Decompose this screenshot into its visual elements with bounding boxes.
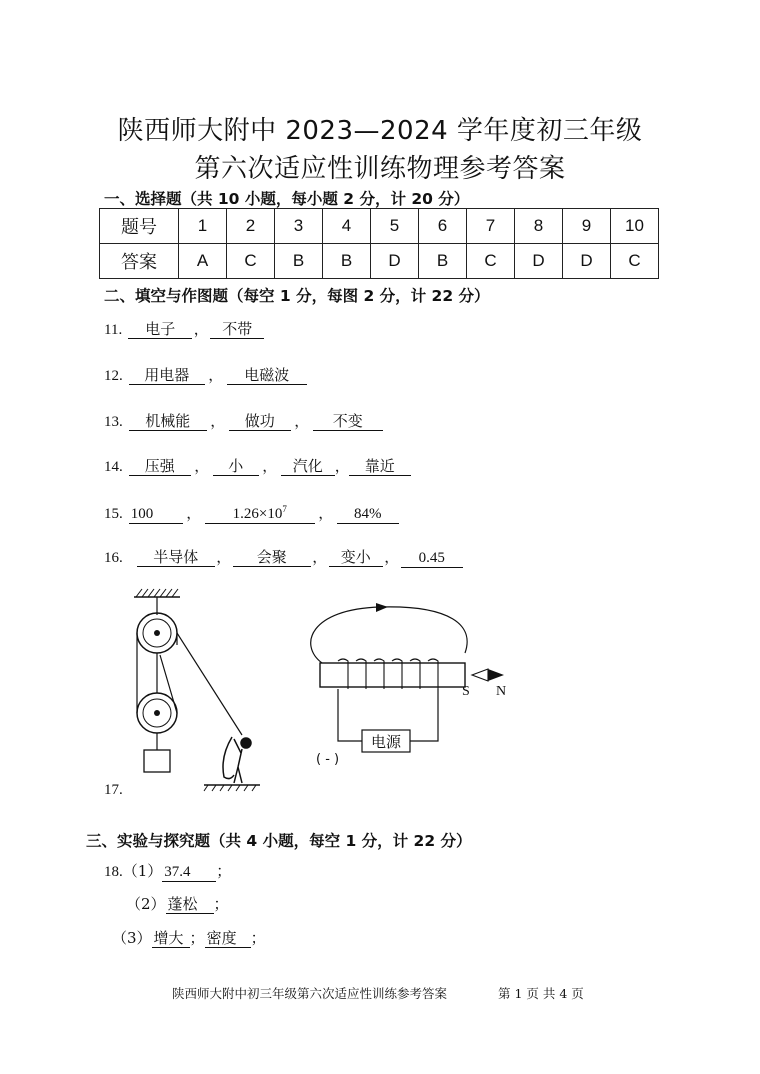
person-icon	[223, 737, 251, 783]
iron-core	[320, 663, 465, 687]
answer-line-16: 16. 半导体 ， 会聚 ， 变小 ， 0.45	[104, 546, 463, 568]
blank-answer: 电子	[128, 320, 192, 339]
blank-answer: 0.45	[401, 549, 463, 568]
weight-block	[144, 750, 170, 772]
field-arrow-icon	[376, 603, 388, 612]
power-source-label: 电源	[370, 733, 402, 751]
title-line-1: 陕西师大附中 2023—2024 学年度初三年级	[117, 116, 643, 146]
table-cell: 3	[275, 209, 323, 244]
table-cell: A	[179, 244, 227, 279]
punctuation: ；	[213, 895, 229, 913]
table-cell: B	[275, 244, 323, 279]
section2-heading: 二、填空与作图题（每空 1 分，每图 2 分，计 22 分）	[104, 287, 490, 305]
blank-answer: 37.4	[162, 863, 216, 882]
table-cell: C	[611, 244, 659, 279]
table-cell: 8	[515, 209, 563, 244]
blank-answer: 会聚	[233, 548, 311, 567]
blank-answer	[205, 500, 315, 524]
blank-answer: 做功	[229, 412, 291, 431]
answer-line-18-3	[112, 927, 266, 948]
blank-answer: 靠近	[349, 457, 411, 476]
table-cell: 1	[179, 209, 227, 244]
pole-s-label: S	[462, 684, 470, 699]
table-cell: C	[227, 244, 275, 279]
answer-line-11: 11. 电子 ， 不带	[104, 318, 264, 339]
question-number-17: 17.	[104, 782, 123, 798]
footer-page-number: 第 1 页 共 4 页	[498, 986, 584, 1001]
section3-heading: 三、实验与探究题（共 4 小题，每空 1 分，计 22 分）	[86, 832, 472, 850]
answer-line-18-1	[104, 860, 231, 882]
table-cell: 6	[419, 209, 467, 244]
answer-line-14: 14. 压强 ， 小 ， 汽化 ， 靠近	[104, 455, 411, 476]
blank-answer: 小	[213, 457, 259, 476]
blank-answer: 半导体	[137, 548, 215, 567]
table-cell: 10	[611, 209, 659, 244]
pole-n-label: N	[496, 684, 507, 699]
pulley-diagram	[120, 585, 280, 795]
part-label: （3）	[112, 929, 152, 947]
blank-answer: 变小	[329, 548, 383, 567]
table-cell: 5	[371, 209, 419, 244]
blank-answer: 84%	[337, 505, 399, 524]
answer-line-18-2	[126, 893, 229, 914]
blank-answer: 不带	[210, 320, 264, 339]
table-cell: B	[419, 244, 467, 279]
question-number: 15.	[104, 506, 123, 522]
blank-answer: 增大	[152, 929, 190, 948]
table-cell: 2	[227, 209, 275, 244]
answer-line-12: 12. 用电器 ， 电磁波	[104, 364, 307, 385]
footer-title: 陕西师大附中初三年级第六次适应性训练参考答案	[172, 986, 448, 1001]
blank-answer: 不变	[313, 412, 383, 431]
table-cell: 7	[467, 209, 515, 244]
table-cell: C	[467, 244, 515, 279]
table-row-answers	[100, 244, 659, 279]
table-cell: B	[323, 244, 371, 279]
question-number: 11.	[104, 322, 123, 338]
table-cell: D	[515, 244, 563, 279]
table-cell: D	[563, 244, 611, 279]
blank-answer: 密度	[205, 929, 251, 948]
punctuation: ；	[250, 929, 266, 947]
punctuation: ；	[189, 929, 205, 947]
table-row-questions	[100, 209, 659, 244]
blank-answer: 电磁波	[227, 366, 307, 385]
question-number: 13.	[104, 414, 123, 430]
section1-heading: 一、选择题（共 10 小题，每小题 2 分，计 20 分）	[104, 190, 470, 208]
blank-answer: 汽化	[281, 457, 335, 476]
table-header-question: 题号	[100, 209, 179, 244]
title-line-2: 第六次适应性训练物理参考答案	[194, 154, 566, 184]
answer-line-13: 13. 机械能 ， 做功 ， 不变	[104, 410, 383, 431]
blank-answer: 蓬松	[166, 895, 214, 914]
blank-answer: 压强	[129, 457, 191, 476]
compass-needle-n-icon	[488, 669, 504, 681]
answer-line-15: 15. 100 ， $1.26\times 10^7$ ， 84%	[104, 500, 399, 524]
table-cell: 9	[563, 209, 611, 244]
question-number: 18.	[104, 864, 123, 880]
blank-answer-exponent: 7	[282, 504, 287, 514]
table-header-answer: 答案	[100, 244, 179, 279]
electromagnet-diagram	[300, 595, 520, 800]
question-number: 16.	[104, 550, 123, 566]
question-number: 14.	[104, 459, 123, 475]
blank-answer: 100	[129, 505, 183, 524]
part-label: （1）	[122, 862, 163, 880]
question-number: 12.	[104, 368, 123, 384]
table-cell: 4	[323, 209, 371, 244]
compass-needle-s-icon	[472, 669, 488, 681]
polarity-label: ( - )	[316, 752, 340, 767]
table-cell: D	[371, 244, 419, 279]
part-label: （2）	[126, 895, 166, 913]
punctuation: ；	[216, 862, 232, 880]
blank-answer: 用电器	[129, 366, 205, 385]
blank-answer-base: 1.26×10	[232, 506, 283, 522]
answer-table	[99, 208, 659, 279]
blank-answer: 机械能	[129, 412, 207, 431]
